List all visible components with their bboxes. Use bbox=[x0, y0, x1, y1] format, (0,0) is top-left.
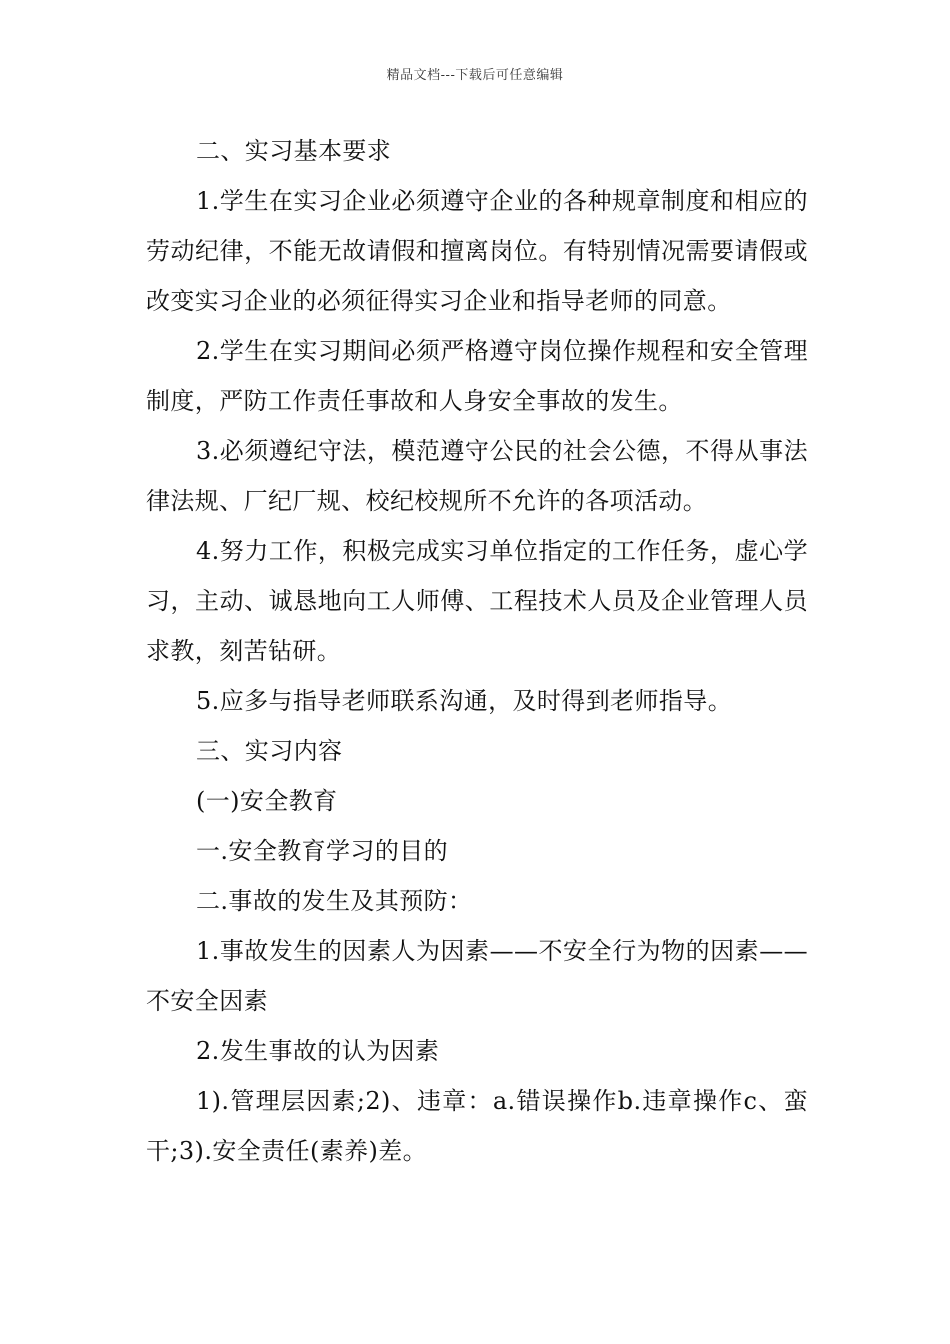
paragraph-requirement-4: 4.努力工作，积极完成实习单位指定的工作任务，虚心学习，主动、诚恳地向工人师傅、工程技术人员及企业管理人员求教，刻苦钻研。 bbox=[146, 537, 808, 665]
paragraph-human-factors: 2.发生事故的认为因素 bbox=[196, 1037, 440, 1065]
section-heading-requirements: 二、实习基本要求 bbox=[196, 137, 392, 165]
paragraph-safety-purpose: 一.安全教育学习的目的 bbox=[196, 837, 449, 865]
document-body bbox=[146, 126, 808, 1176]
paragraph-factor-list: 1).管理层因素;2)、违章：a.错误操作b.违章操作c、蛮干;3).安全责任(素养)差。 bbox=[146, 1087, 808, 1165]
paragraph-accident-prevention: 二.事故的发生及其预防： bbox=[196, 887, 473, 915]
paragraph-requirement-2: 2.学生在实习期间必须严格遵守岗位操作规程和安全管理制度，严防工作责任事故和人身安全事故的发生。 bbox=[146, 337, 808, 415]
paragraph-requirement-5: 5.应多与指导老师联系沟通，及时得到老师指导。 bbox=[196, 687, 733, 715]
section-heading-content: 三、实习内容 bbox=[196, 737, 343, 765]
page-header: 精品文档---下载后可任意编辑 bbox=[386, 68, 564, 83]
subsection-heading-safety: (一)安全教育 bbox=[196, 787, 338, 815]
paragraph-requirement-1: 1.学生在实习企业必须遵守企业的各种规章制度和相应的劳动纪律，不能无故请假和擅离岗位。有特别情况需要请假或改变实习企业的必须征得实习企业和指导老师的同意。 bbox=[146, 187, 808, 315]
paragraph-requirement-3: 3.必须遵纪守法，模范遵守公民的社会公德，不得从事法律法规、厂纪厂规、校纪校规所不允许的各项活动。 bbox=[146, 437, 808, 515]
paragraph-accident-factors: 1.事故发生的因素人为因素——不安全行为物的因素——不安全因素 bbox=[146, 937, 808, 1015]
